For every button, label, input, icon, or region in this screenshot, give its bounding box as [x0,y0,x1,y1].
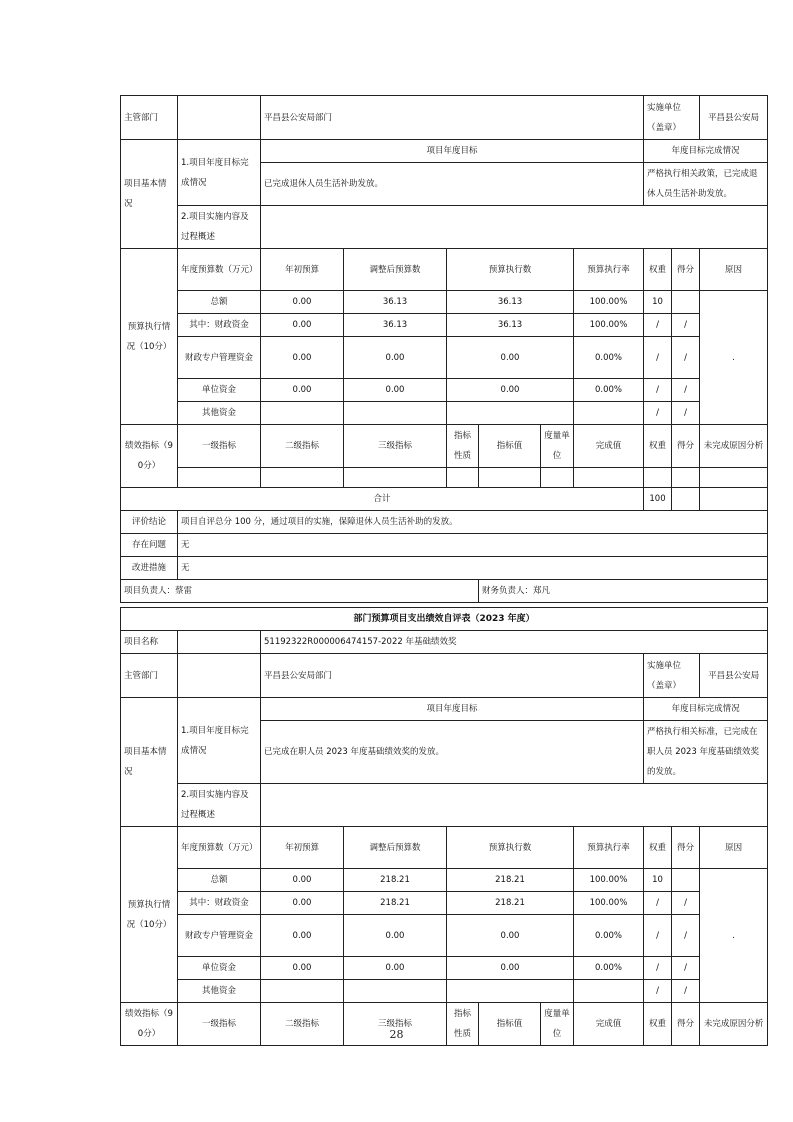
label-sum: 合计 [121,488,644,511]
label-reason: 原因 [700,827,768,869]
label-init: 年初预算 [261,827,344,869]
other-score: / [672,402,700,425]
impl-unit-value: 平昌县公安局 [700,654,768,698]
fiscal-score: / [672,892,700,915]
total-executed: 218.21 [447,869,574,892]
label-goal: 1.项目年度目标完成情况 [178,140,261,206]
label-nature: 指标性质 [447,1003,479,1046]
unit-rate: 0.00% [574,957,644,980]
total-init: 0.00 [261,291,344,314]
unit-weight: / [644,957,672,980]
done-header: 年度目标完成情况 [644,698,768,721]
label-lvl1: 一级指标 [178,425,261,468]
table-title: 部门预算项目支出绩效自评表（2023 年度） [121,608,768,631]
sum-weight: 100 [644,488,672,511]
goal-header: 项目年度目标 [261,140,644,163]
label-lvl3: 三级指标 [344,1003,447,1046]
unit-init: 0.00 [261,379,344,402]
special-score: / [672,337,700,379]
goal-text: 已完成退休人员生活补助发放。 [261,163,644,206]
eval-text: 项目自评总分 100 分，通过项目的实施，保障退休人员生活补助的发放。 [178,511,768,534]
impl-unit-value: 平昌县公安局 [700,96,768,140]
fiscal-executed: 36.13 [447,314,574,337]
unit-executed: 0.00 [447,379,574,402]
label-issues: 存在问题 [121,534,178,557]
label-perf-section: 绩效指标（90分） [121,425,178,488]
special-init: 0.00 [261,915,344,957]
label-perf-weight: 权重 [644,1003,672,1046]
label-unmet: 未完成原因分析 [700,425,768,468]
label-perf-score: 得分 [672,1003,700,1046]
special-rate: 0.00% [574,915,644,957]
special-executed: 0.00 [447,337,574,379]
unit-executed: 0.00 [447,957,574,980]
label-unit-funds: 单位资金 [178,379,261,402]
special-adjusted: 0.00 [344,337,447,379]
label-lvl2: 二级指标 [261,425,344,468]
total-rate: 100.00% [574,291,644,314]
label-fiscal: 其中：财政资金 [178,892,261,915]
fiscal-score: / [672,314,700,337]
label-total: 总额 [178,869,261,892]
unit-score: / [672,379,700,402]
unit-adjusted: 0.00 [344,957,447,980]
label-budget-section: 预算执行情况（10分） [121,827,178,1003]
special-executed: 0.00 [447,915,574,957]
label-eval: 评价结论 [121,511,178,534]
label-other-funds: 其他资金 [178,980,261,1003]
label-perf-weight: 权重 [644,425,672,468]
label-goal: 1.项目年度目标完成情况 [178,698,261,784]
special-adjusted: 0.00 [344,915,447,957]
special-weight: / [644,915,672,957]
label-fiscal: 其中：财政资金 [178,314,261,337]
reason-value: . [700,291,768,425]
other-weight: / [644,980,672,1003]
self-evaluation-table-2 [120,607,767,1046]
done-text: 严格执行相关政策，已完成退休人员生活补助发放。 [644,163,768,206]
label-perf-score: 得分 [672,425,700,468]
reason-value: . [700,869,768,1003]
label-weight: 权重 [644,827,672,869]
label-special: 财政专户管理资金 [178,915,261,957]
label-rate: 预算执行率 [574,249,644,291]
label-adjusted: 调整后预算数 [344,827,447,869]
label-content: 2.项目实施内容及过程概述 [178,206,261,249]
label-other-funds: 其他资金 [178,402,261,425]
special-init: 0.00 [261,337,344,379]
label-ind-value: 指标值 [479,1003,541,1046]
label-executed: 预算执行数 [447,827,574,869]
label-reason: 原因 [700,249,768,291]
fiscal-weight: / [644,314,672,337]
label-improve: 改进措施 [121,557,178,580]
label-budget-header: 年度预算数（万元） [178,827,261,869]
label-score: 得分 [672,249,700,291]
total-weight: 10 [644,291,672,314]
special-score: / [672,915,700,957]
self-evaluation-table-1 [120,95,767,603]
form-table [120,607,768,1046]
label-project-name: 项目名称 [121,631,178,654]
label-unmet: 未完成原因分析 [700,1003,768,1046]
label-achieved: 完成值 [574,1003,644,1046]
label-ind-value: 指标值 [479,425,541,468]
label-basic: 项目基本情况 [121,698,178,827]
label-impl-unit: 实施单位（盖章） [644,654,700,698]
label-content: 2.项目实施内容及过程概述 [178,784,261,827]
page-number: 28 [389,1028,404,1041]
form-table [120,95,768,603]
label-weight: 权重 [644,249,672,291]
label-special: 财政专户管理资金 [178,337,261,379]
finance-leader: 财务负责人：郑凡 [479,580,768,603]
issues-text: 无 [178,534,768,557]
label-perf-section: 绩效指标（90分） [121,1003,178,1046]
improve-text: 无 [178,557,768,580]
unit-init: 0.00 [261,957,344,980]
fiscal-executed: 218.21 [447,892,574,915]
other-weight: / [644,402,672,425]
label-budget-header: 年度预算数（万元） [178,249,261,291]
fiscal-adjusted: 36.13 [344,314,447,337]
fiscal-rate: 100.00% [574,892,644,915]
unit-rate: 0.00% [574,379,644,402]
label-nature: 指标性质 [447,425,479,468]
total-adjusted: 36.13 [344,291,447,314]
label-rate: 预算执行率 [574,827,644,869]
label-score: 得分 [672,827,700,869]
done-text: 严格执行相关标准，已完成在职人员 2023 年度基础绩效奖的发放。 [644,721,768,784]
other-score: / [672,980,700,1003]
fiscal-rate: 100.00% [574,314,644,337]
fiscal-weight: / [644,892,672,915]
fiscal-init: 0.00 [261,892,344,915]
label-budget-section: 预算执行情况（10分） [121,249,178,425]
project-leader: 项目负责人：蔡雷 [121,580,479,603]
total-adjusted: 218.21 [344,869,447,892]
label-total: 总额 [178,291,261,314]
label-init: 年初预算 [261,249,344,291]
goal-text: 已完成在职人员 2023 年度基础绩效奖的发放。 [261,721,644,784]
label-unit-funds: 单位资金 [178,957,261,980]
label-adjusted: 调整后预算数 [344,249,447,291]
fiscal-adjusted: 218.21 [344,892,447,915]
label-achieved: 完成值 [574,425,644,468]
total-weight: 10 [644,869,672,892]
fiscal-init: 0.00 [261,314,344,337]
total-executed: 36.13 [447,291,574,314]
label-basic: 项目基本情况 [121,140,178,249]
label-org: 主管部门 [121,654,178,698]
label-measure: 度量单位 [541,1003,574,1046]
org-value: 平昌县公安局部门 [261,654,644,698]
label-lvl1: 一级指标 [178,1003,261,1046]
done-header: 年度目标完成情况 [644,140,768,163]
label-lvl3: 三级指标 [344,425,447,468]
org-value: 平昌县公安局部门 [261,96,644,140]
project-name-value: 51192322R000006474157-2022 年基础绩效奖 [261,631,768,654]
total-init: 0.00 [261,869,344,892]
unit-adjusted: 0.00 [344,379,447,402]
unit-weight: / [644,379,672,402]
total-rate: 100.00% [574,869,644,892]
label-impl-unit: 实施单位（盖章） [644,96,700,140]
goal-header: 项目年度目标 [261,698,644,721]
label-lvl2: 二级指标 [261,1003,344,1046]
label-org: 主管部门 [121,96,178,140]
special-rate: 0.00% [574,337,644,379]
special-weight: / [644,337,672,379]
label-executed: 预算执行数 [447,249,574,291]
label-measure: 度量单位 [541,425,574,468]
unit-score: / [672,957,700,980]
